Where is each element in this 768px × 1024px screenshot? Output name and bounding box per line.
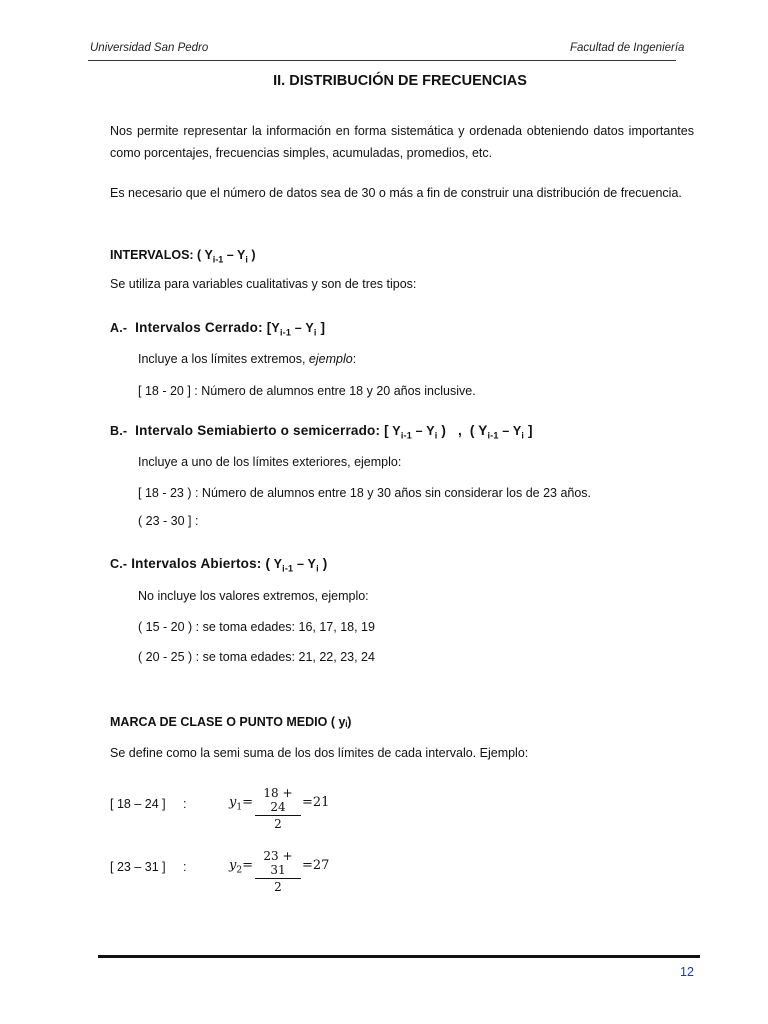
- example-2-interval: [ 23 – 31 ]: [110, 860, 166, 874]
- footer-rule: [98, 955, 700, 958]
- intervalos-heading: INTERVALOS: ( $Y_{i-1} - Y_i$ ): [110, 248, 256, 265]
- header-faculty: Facultad de Ingeniería: [570, 42, 685, 54]
- section-c-heading: C.- Intervalos Abiertos: ( $Y_{i-1} - Y_i$ ): [110, 556, 328, 574]
- example-2-colon: :: [183, 860, 187, 874]
- example-1-fraction: 18 + 24 2: [255, 786, 301, 831]
- example-2-variable: $y_2=$: [229, 858, 253, 876]
- header-rule: [88, 60, 676, 61]
- section-a-line-2: [ 18 - 20 ] : Número de alumnos entre 18 y 20 años inclusive.: [138, 384, 476, 398]
- section-c-line-2: ( 15 - 20 ) : se toma edades: 16, 17, 18, 19: [138, 620, 375, 634]
- section-c-line-1: No incluye los valores extremos, ejemplo:: [138, 589, 369, 603]
- section-b-line-1: Incluye a uno de los límites exteriores, ejemplo:: [138, 455, 402, 469]
- page-title: II. DISTRIBUCIÓN DE FRECUENCIAS: [273, 73, 527, 89]
- section-b-heading: B.- Intervalo Semiabierto o semicerrado: [ $Y_{i-1} - Y_i$ ) , ( $Y_{i-1} - Y_i$ ]: [110, 423, 533, 441]
- example-2-result: =27: [302, 858, 330, 873]
- example-1-result: =21: [302, 795, 330, 810]
- example-2-fraction: 23 + 31 2: [255, 849, 301, 894]
- intro-paragraph-2: Es necesario que el número de datos sea de 30 o más a fin de construir una distribución de frecuencia.: [110, 186, 682, 200]
- section-a-heading: A.- Intervalos Cerrado: [$Y_{i-1} - Y_i$ ]: [110, 320, 326, 338]
- example-1-variable: $y_1=$: [229, 795, 253, 813]
- page-number: 12: [680, 965, 694, 979]
- section-a-line-1: Incluye a los límites extremos, ejemplo:: [138, 352, 357, 366]
- example-1-colon: :: [183, 797, 187, 811]
- marca-description: Se define como la semi suma de los dos límites de cada intervalo. Ejemplo:: [110, 746, 529, 760]
- example-1-interval: [ 18 – 24 ]: [110, 797, 166, 811]
- intervalos-description: Se utiliza para variables cualitativas y son de tres tipos:: [110, 277, 417, 291]
- header-university: Universidad San Pedro: [90, 42, 209, 54]
- section-b-line-3: ( 23 - 30 ] :: [138, 514, 199, 528]
- intro-paragraph-1: Nos permite representar la información en forma sistemática y ordenada obteniendo datos importantes como porcentajes, frecuencias simples, acumuladas, promedios, etc.: [110, 124, 694, 160]
- section-c-line-3: ( 20 - 25 ) : se toma edades: 21, 22, 23, 24: [138, 650, 375, 664]
- marca-heading: MARCA DE CLASE O PUNTO MEDIO ( yᵢ): [110, 715, 352, 729]
- section-b-line-2: [ 18 - 23 ) : Número de alumnos entre 18 y 30 años sin considerar los de 23 años.: [138, 486, 592, 500]
